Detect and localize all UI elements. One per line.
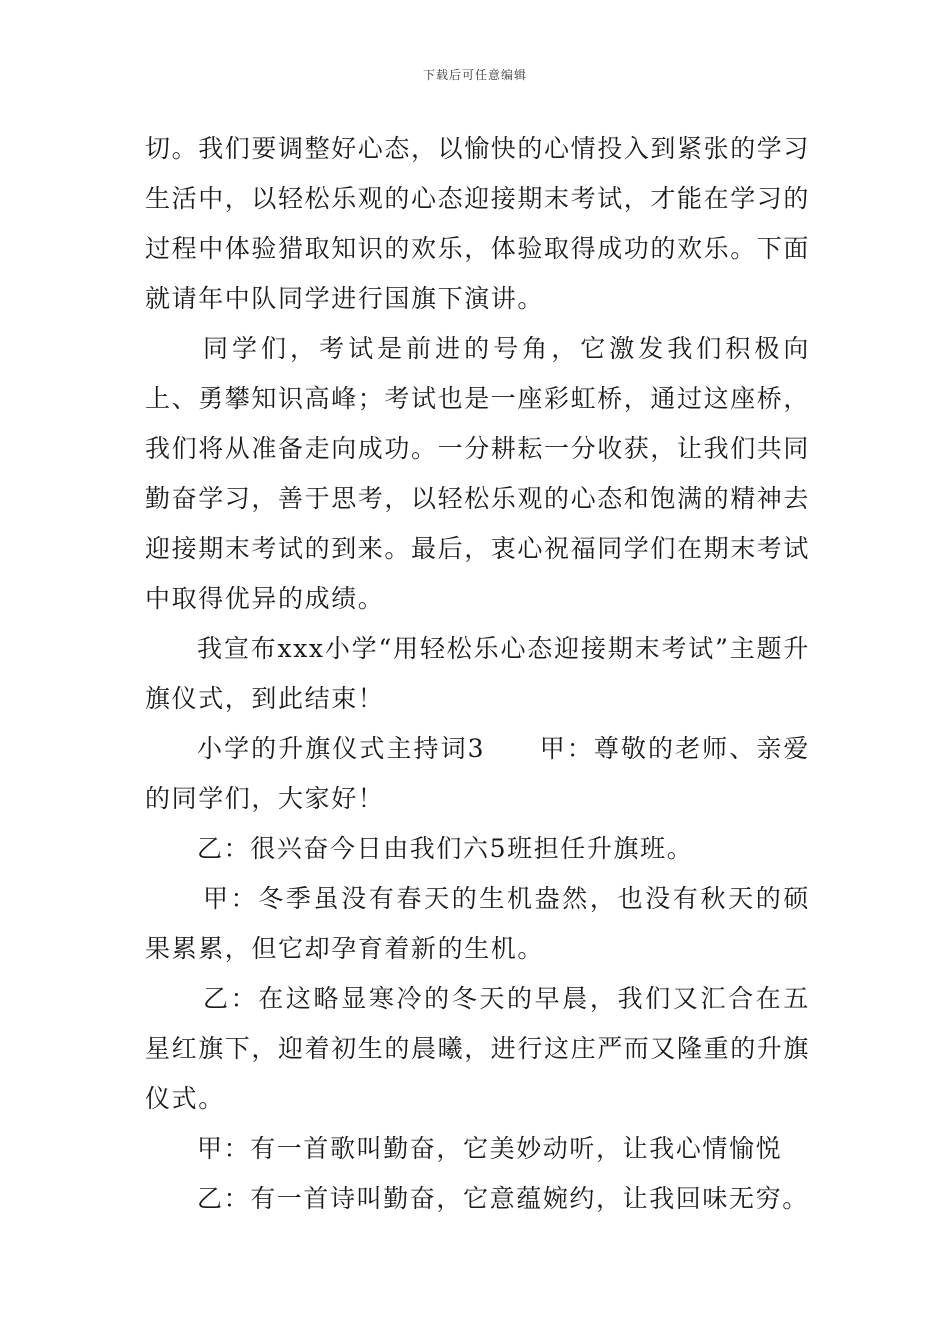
document-body [145, 124, 810, 1224]
paragraph-2: 同学们，考试是前进的号角，它激发我们积极向上、勇攀知识高峰；考试也是一座彩虹桥，通过这座桥，我们将从准备走向成功。一分耕耘一分收获，让我们共同勤奋学习，善于思考，以轻松乐观的心态和饱满的精神去迎接期末考试的到来。最后，衷心祝福同学们在期末考试中取得优异的成绩。 [145, 334, 811, 613]
paragraph-5: 乙：很兴奋今日由我们六5班担任升旗班。 [197, 834, 694, 863]
paragraph-7: 乙：在这略显寒冷的冬天的早晨，我们又汇合在五星红旗下，迎着初生的晨曦，进行这庄严而又隆重的升旗仪式。 [145, 984, 811, 1113]
page-header: 下载后可任意编辑 [422, 68, 527, 82]
paragraph-6: 甲：冬季虽没有春天的生机盎然，也没有秋天的硕果累累，但它却孕育着新的生机。 [145, 884, 810, 963]
paragraph-1: 切。我们要调整好心态，以愉快的心情投入到紧张的学习生活中，以轻松乐观的心态迎接期末考试，才能在学习的过程中体验猎取知识的欢乐，体验取得成功的欢乐。下面就请年中队同学进行国旗下演讲。 [145, 134, 811, 313]
paragraph-4: 小学的升旗仪式主持词3 甲：尊敬的老师、亲爱的同学们，大家好！ [145, 734, 810, 813]
paragraph-8: 甲：有一首歌叫勤奋，它美妙动听，让我心情愉悦 [197, 1134, 783, 1163]
paragraph-9: 乙：有一首诗叫勤奋，它意蕴婉约，让我回味无穷。 [197, 1184, 809, 1213]
paragraph-3: 我宣布xxx小学“用轻松乐心态迎接期末考试”主题升旗仪式，到此结束！ [145, 634, 810, 713]
